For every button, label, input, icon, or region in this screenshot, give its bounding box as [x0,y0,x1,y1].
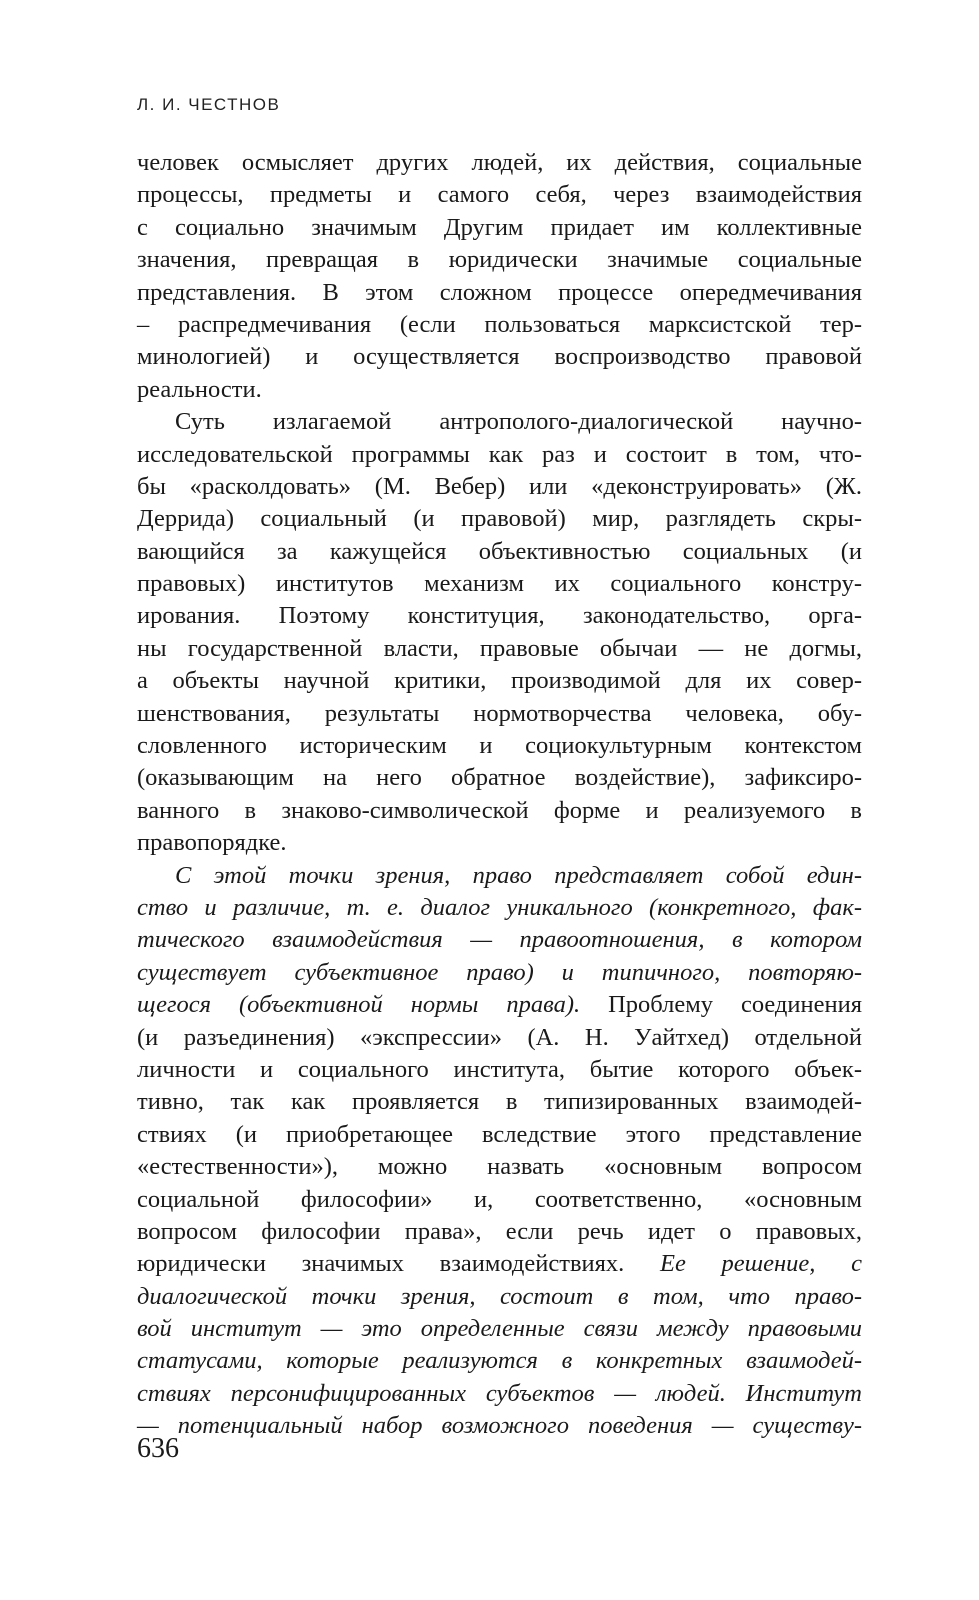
italic-run: щегося (объективной нормы права). [137,991,581,1019]
text-line: минологией) и осуществляется воспроизводство правовой [137,343,862,371]
text-line: бы «расколдовать» (М. Вебер) или «деконструировать» (Ж. [137,472,862,500]
text-line: ны государственной власти, правовые обычаи — не догмы, [137,634,862,662]
paragraph-group [137,147,862,860]
text-line: – распредмечивания (если пользоваться марксистской тер- [137,310,862,338]
text-line-italic: вой институт — это определенные связи между правовыми [137,1315,862,1343]
text-line-italic: — потенциальный набор возможного поведения — существу- [137,1412,862,1440]
text-line: значения, превращая в юридически значимые социальные [137,246,862,274]
text-line: ирования. Поэтому конституция, законодательство, орга- [137,602,862,630]
page-number: 636 [137,1433,179,1464]
roman-run: юридически значимых взаимодействиях. [137,1250,660,1278]
text-line: ствиях (и приобретающее вследствие этого представление [137,1120,862,1148]
text-line-italic: тического взаимодействия — правоотношения, в котором [137,926,862,954]
text-line: человек осмысляет других людей, их действия, социальные [137,149,862,176]
running-head: Л. И. ЧЕСТНОВ [137,95,281,114]
text-line: вопросом философии права», если речь идет о правовых, [137,1217,862,1245]
text-line: социальной философии» и, соответственно, «основным [137,1185,862,1213]
text-line-italic: ствиях персонифицированных субъектов — людей. Институт [137,1379,862,1407]
text-line: реальности. [137,375,262,403]
text-line: шенствования, результаты нормотворчества человека, обу- [137,699,862,727]
body-text [137,147,862,1443]
text-line: а объекты научной критики, производимой для их совер- [137,667,862,695]
text-line: словленного историческим и социокультурным контекстом [137,732,862,760]
italic-run: Ее решение, с [659,1250,862,1278]
text-line-italic: С этой точки зрения, право представляет собой един- [175,861,862,889]
text-line: «естественности»), можно назвать «основным вопросом [137,1153,862,1181]
text-line: правопорядке. [137,829,287,857]
text-line: Деррида) социальный (и правовой) мир, разглядеть скры- [137,505,862,533]
text-line-mixed [137,1248,862,1280]
text-line-italic: статусами, которые реализуются в конкретных взаимодей- [137,1347,862,1375]
text-line: тивно, так как проявляется в типизированных взаимодей- [137,1088,862,1116]
text-line: с социально значимым Другим придает им коллективные [137,213,862,241]
text-line: Суть излагаемой антрополого-диалогической научно- [175,408,862,436]
text-line: вающийся за кажущейся объективностью социальных (и [137,537,862,565]
text-line-mixed [137,989,862,1021]
text-line: (и разъединения) «экспрессии» (А. Н. Уайтхед) отдельной [137,1023,862,1051]
text-line: исследовательской программы как раз и состоит в том, что- [137,440,862,468]
text-line: ванного в знаково-символической форме и реализуемого в [137,796,862,824]
text-line-italic: ство и различие, т. е. диалог уникального (конкретного, фак- [137,893,862,921]
text-line-italic: существует субъективное право) и типичного, повторяю- [137,958,862,986]
text-line-italic: диалогической точки зрения, состоит в том, что право- [137,1282,862,1310]
text-line: правовых) институтов механизм их социального констру- [137,570,862,598]
text-line: процессы, предметы и самого себя, через взаимодействия [137,181,862,209]
roman-run: Проблему соединения [580,991,862,1019]
text-line: личности и социального института, бытие которого объек- [137,1055,862,1083]
text-line: представления. В этом сложном процессе опередмечивания [137,278,862,306]
text-line: (оказывающим на него обратное воздействие), зафиксиро- [137,764,862,792]
